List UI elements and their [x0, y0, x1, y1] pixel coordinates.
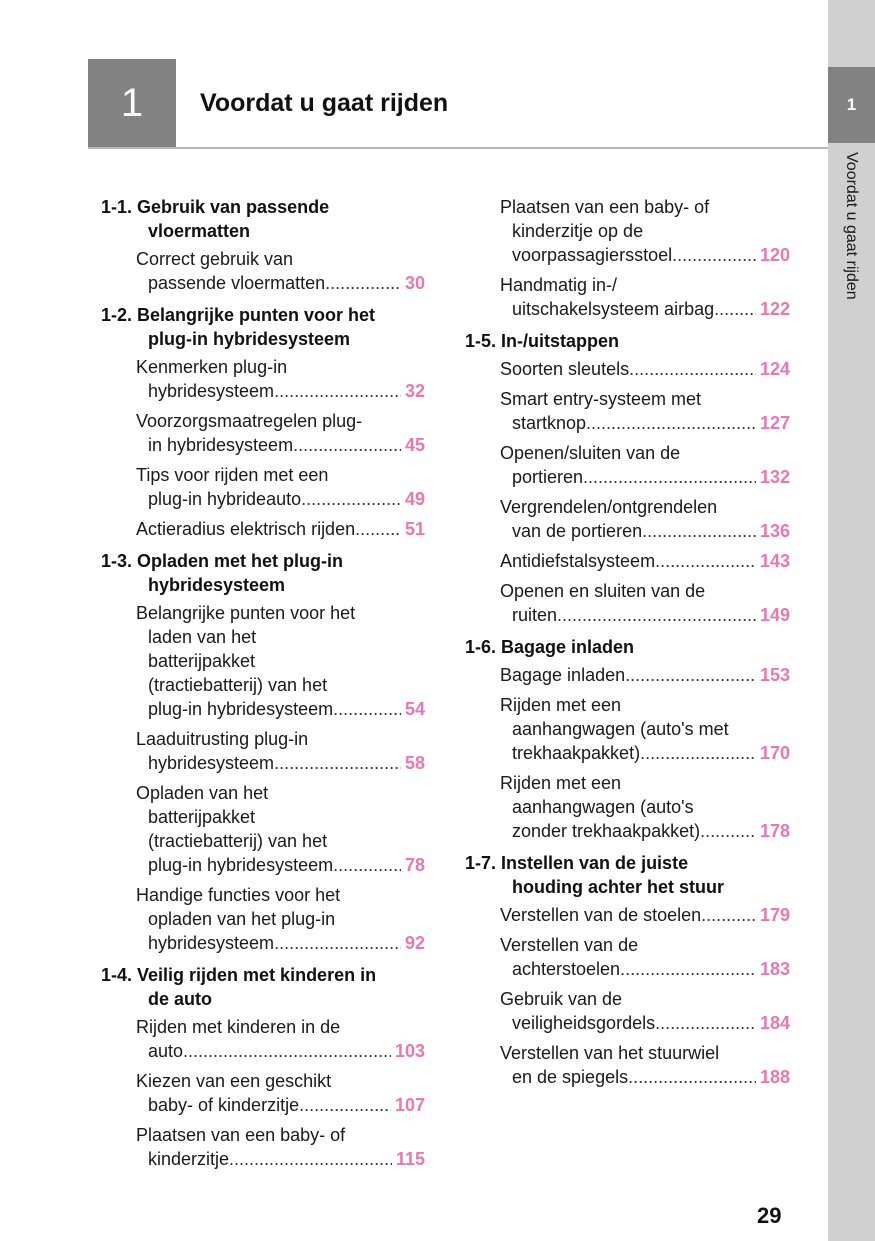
toc-section[interactable]	[465, 851, 790, 899]
toc-section[interactable]	[465, 329, 790, 353]
toc-entry[interactable]	[136, 727, 425, 775]
entry-text: (tractiebatterij) van het	[148, 831, 328, 851]
entry-text: Opladen van het	[136, 783, 269, 803]
section-heading: 1-7. Instellen van de juiste	[465, 853, 689, 873]
entry-text: Voorzorgsmaatregelen plug-	[136, 411, 363, 431]
toc-entry[interactable]	[500, 549, 790, 573]
toc-section[interactable]	[101, 963, 425, 1011]
section-heading-cont: vloermatten	[148, 221, 251, 241]
toc-section[interactable]	[101, 549, 425, 597]
page-ref[interactable]: 179	[759, 905, 790, 925]
section-heading-cont: plug-in hybridesysteem	[148, 329, 351, 349]
section-heading: 1-2. Belangrijke punten voor het	[101, 305, 376, 325]
section-heading-cont: hybridesysteem	[148, 575, 286, 595]
toc-section[interactable]	[465, 635, 790, 659]
toc-entry[interactable]	[500, 579, 790, 627]
entry-text: Smart entry-systeem met	[500, 389, 702, 409]
page-ref[interactable]: 183	[759, 959, 790, 979]
page-ref[interactable]: 107	[394, 1095, 425, 1115]
entry-text: Plaatsen van een baby- of	[136, 1125, 346, 1145]
toc-left-column	[101, 195, 425, 1171]
chapter-number-box	[88, 59, 176, 148]
toc-right-column	[465, 195, 790, 1089]
entry-text: Correct gebruik van	[136, 249, 294, 269]
section-heading: 1-5. In-/uitstappen	[465, 331, 620, 351]
toc-entry[interactable]	[500, 663, 790, 687]
section-heading: 1-6. Bagage inladen	[465, 637, 635, 657]
toc-entry[interactable]	[500, 195, 790, 267]
entry-text: in hybridesysteem	[148, 435, 294, 455]
chapter-tab-number: 1	[846, 95, 857, 114]
entry-text: Plaatsen van een baby- of	[500, 197, 710, 217]
page-ref[interactable]: 122	[759, 299, 790, 319]
entry-text: (tractiebatterij) van het	[148, 675, 328, 695]
entry-text: aanhangwagen (auto's	[512, 797, 694, 817]
entry-text: auto	[148, 1041, 184, 1061]
page-ref[interactable]: 115	[395, 1149, 425, 1169]
page-ref[interactable]: 120	[759, 245, 790, 265]
toc-entry[interactable]	[500, 1041, 790, 1089]
page-ref[interactable]: 45	[404, 435, 425, 455]
entry-text: startknop	[512, 413, 587, 433]
entry-text: Gebruik van de	[500, 989, 623, 1009]
toc-entry[interactable]	[136, 409, 425, 457]
entry-text: Kenmerken plug-in	[136, 357, 288, 377]
section-heading-cont: de auto	[148, 989, 213, 1009]
entry-text: veiligheidsgordels	[512, 1013, 656, 1033]
toc-entry[interactable]	[136, 601, 425, 721]
entry-text: batterijpakket	[148, 651, 256, 671]
toc-entry[interactable]	[500, 495, 790, 543]
page-number: 29	[757, 1203, 782, 1228]
section-heading: 1-3. Opladen met het plug-in	[101, 551, 344, 571]
entry-text: Rijden met kinderen in de	[136, 1017, 341, 1037]
toc-section[interactable]	[101, 303, 425, 351]
page-ref[interactable]: 149	[759, 605, 790, 625]
entry-text: Handige functies voor het	[136, 885, 341, 905]
entry-text: opladen van het plug-in	[148, 909, 336, 929]
entry-text: plug-in hybrideauto	[148, 489, 302, 509]
entry-text: Rijden met een	[500, 773, 622, 793]
page-ref[interactable]: 132	[759, 467, 790, 487]
page-ref[interactable]: 103	[394, 1041, 425, 1061]
entry-text: Bagage inladen	[500, 665, 626, 685]
entry-text: plug-in hybridesysteem	[148, 855, 334, 875]
entry-text: hybridesysteem	[148, 753, 275, 773]
entry-text: voorpassagiersstoel	[512, 245, 673, 265]
chapter-title: Voordat u gaat rijden	[200, 89, 449, 117]
entry-text: trekhaakpakket)	[512, 743, 641, 763]
entry-text: Openen en sluiten van de	[500, 581, 706, 601]
toc-entry[interactable]	[500, 903, 790, 927]
toc-entry[interactable]	[500, 441, 790, 489]
entry-text: hybridesysteem	[148, 381, 275, 401]
page-ref[interactable]: 78	[404, 855, 425, 875]
page-ref[interactable]: 51	[404, 519, 425, 539]
entry-text: laden van het	[148, 627, 257, 647]
page-ref[interactable]: 92	[404, 933, 425, 953]
toc-entry[interactable]	[500, 387, 790, 435]
toc-entry[interactable]	[136, 1015, 425, 1063]
entry-text: baby- of kinderzitje	[148, 1095, 300, 1115]
entry-text: aanhangwagen (auto's met	[512, 719, 729, 739]
toc-entry[interactable]	[136, 781, 425, 877]
entry-text: Soorten sleutels	[500, 359, 630, 379]
section-heading: 1-1. Gebruik van passende	[101, 197, 330, 217]
page-ref[interactable]: 188	[759, 1067, 790, 1087]
entry-text: achterstoelen	[512, 959, 621, 979]
toc-section[interactable]	[101, 195, 425, 243]
entry-text: en de spiegels	[512, 1067, 629, 1087]
entry-text: uitschakelsysteem airbag	[512, 299, 715, 319]
entry-text: kinderzitje	[148, 1149, 230, 1169]
entry-text: Handmatig in-/	[500, 275, 618, 295]
entry-text: plug-in hybridesysteem	[148, 699, 334, 719]
entry-text: Verstellen van de	[500, 935, 639, 955]
page-ref[interactable]: 127	[759, 413, 790, 433]
page-ref[interactable]: 124	[759, 359, 790, 379]
toc-entry[interactable]	[136, 463, 425, 511]
entry-text: Verstellen van het stuurwiel	[500, 1043, 720, 1063]
entry-text: Rijden met een	[500, 695, 622, 715]
page-ref[interactable]: 58	[404, 753, 425, 773]
chapter-tab[interactable]	[828, 67, 875, 143]
toc-entry[interactable]	[136, 1069, 425, 1117]
side-chapter-title: Voordat u gaat rijden	[843, 152, 860, 300]
page-ref[interactable]: 49	[404, 489, 425, 509]
entry-text: Tips voor rijden met een	[136, 465, 329, 485]
page-ref[interactable]: 170	[759, 743, 790, 763]
entry-text: Verstellen van de stoelen	[500, 905, 702, 925]
chapter-divider	[88, 147, 828, 149]
toc-entry[interactable]	[136, 247, 425, 295]
entry-text: ruiten	[512, 605, 558, 625]
entry-text: Antidiefstalsysteem	[500, 551, 656, 571]
entry-text: Belangrijke punten voor het	[136, 603, 356, 623]
toc-entry[interactable]	[136, 883, 425, 955]
entry-text: Actieradius elektrisch rijden	[136, 519, 356, 539]
toc-entry[interactable]	[500, 357, 790, 381]
page-ref[interactable]: 184	[759, 1013, 790, 1033]
page-ref[interactable]: 178	[759, 821, 790, 841]
entry-text: Vergrendelen/ontgrendelen	[500, 497, 718, 517]
entry-text: portieren	[512, 467, 584, 487]
toc-entry[interactable]	[500, 933, 790, 981]
page-ref[interactable]: 54	[404, 699, 425, 719]
page-ref[interactable]: 153	[759, 665, 790, 685]
entry-text: kinderzitje op de	[512, 221, 644, 241]
entry-text: van de portieren	[512, 521, 643, 541]
page-ref[interactable]: 143	[759, 551, 790, 571]
chapter-number: 1	[120, 81, 144, 125]
entry-text: passende vloermatten	[148, 273, 326, 293]
toc-entry[interactable]	[136, 517, 425, 541]
entry-text: zonder trekhaakpakket)	[512, 821, 701, 841]
section-heading: 1-4. Veilig rijden met kinderen in	[101, 965, 377, 985]
toc-entry[interactable]	[136, 355, 425, 403]
page-ref[interactable]: 136	[759, 521, 790, 541]
toc-entry[interactable]	[136, 1123, 425, 1171]
page-ref[interactable]: 30	[404, 273, 425, 293]
entry-text: hybridesysteem	[148, 933, 275, 953]
entry-text: batterijpakket	[148, 807, 256, 827]
toc-entry[interactable]	[500, 771, 790, 843]
page-ref[interactable]: 32	[404, 381, 425, 401]
entry-text: Kiezen van een geschikt	[136, 1071, 332, 1091]
toc-entry[interactable]	[500, 273, 790, 321]
toc-entry[interactable]	[500, 987, 790, 1035]
section-heading-cont: houding achter het stuur	[512, 877, 725, 897]
entry-text: Laaduitrusting plug-in	[136, 729, 309, 749]
toc-entry[interactable]	[500, 693, 790, 765]
entry-text: Openen/sluiten van de	[500, 443, 681, 463]
